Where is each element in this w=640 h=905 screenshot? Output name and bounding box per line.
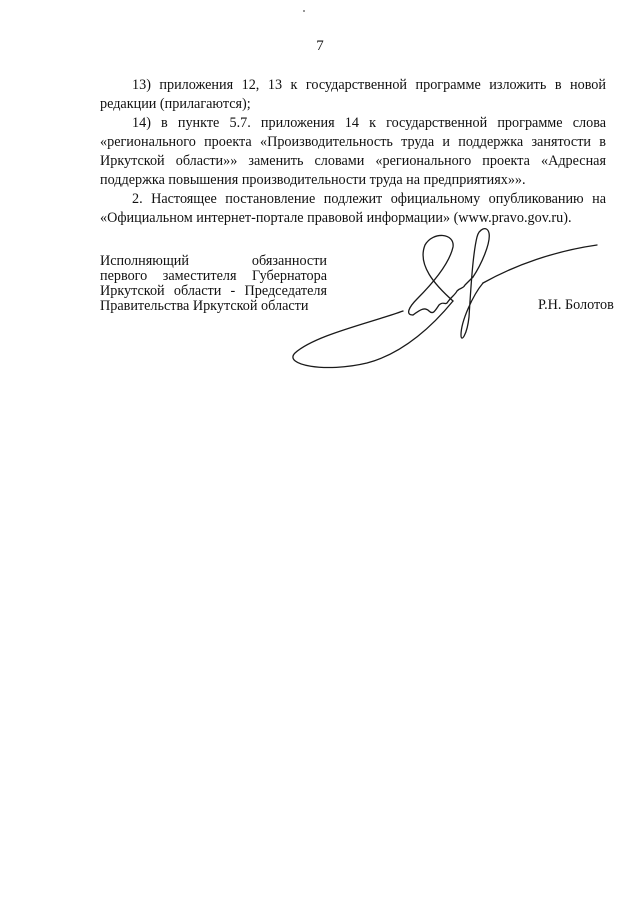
paragraph-item-13: 13) приложения 12, 13 к государственной программе изложить в новой редакции (прилагаются);: [100, 77, 606, 112]
signer-name: Р.Н. Болотов: [538, 297, 614, 313]
position-line: Исполняющий обязанности: [100, 253, 327, 269]
scan-speck: [303, 10, 305, 12]
paragraph-item-14: 14) в пункте 5.7. приложения 14 к государственной программе слова «регионального проекта «Производительность труда и поддержка занятости в Иркутской области»» заменить словами «регионального проекта «Адресная поддержка повышения производительности труда на предприятиях»».: [100, 115, 606, 188]
paragraph-publication: 2. Настоящее постановление подлежит официальному опубликованию на «Официальном интернет-портале правовой информации» (www.pravo.gov.ru).: [100, 191, 606, 226]
page-number: 7: [316, 38, 324, 54]
document-body: [100, 76, 606, 228]
position-line: Иркутской области - Председателя: [100, 283, 327, 299]
position-line: первого заместителя Губернатора: [100, 268, 327, 284]
position-line: Правительства Иркутской области: [100, 298, 309, 314]
